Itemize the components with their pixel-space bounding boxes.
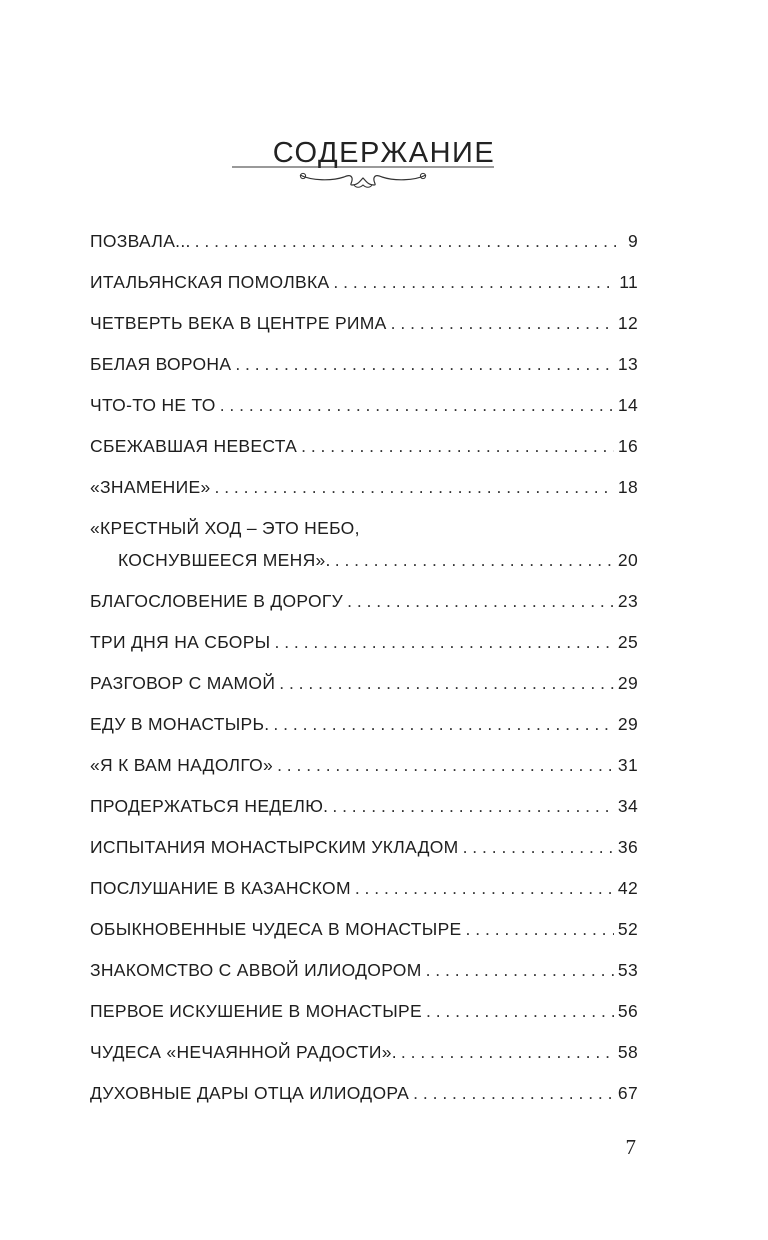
page-number: 7 <box>625 1135 636 1159</box>
toc-entry-title: ИТАЛЬЯНСКАЯ ПОМОЛВКА <box>90 272 330 292</box>
decorative-divider-ornament <box>232 164 494 192</box>
dot-leader <box>332 794 614 818</box>
dot-leader <box>391 311 614 335</box>
toc-page-number: 36 <box>617 837 638 857</box>
dot-leader <box>335 548 614 572</box>
toc-entry[interactable] <box>90 589 638 630</box>
toc-entry-title: ЧЕТВЕРТЬ ВЕКА В ЦЕНТРЕ РИМА <box>90 313 387 333</box>
toc-entry[interactable] <box>90 516 638 589</box>
toc-entry-line <box>90 917 638 958</box>
dot-leader <box>279 671 614 695</box>
toc-entry-title: ПРОДЕРЖАТЬСЯ НЕДЕЛЮ. <box>90 796 329 816</box>
toc-entry-title: «ЗНАМЕНИЕ» <box>90 477 211 497</box>
toc-entry[interactable] <box>90 434 638 475</box>
toc-page-number: 20 <box>617 550 638 570</box>
toc-entry-line <box>90 311 638 352</box>
dot-leader <box>273 712 614 736</box>
toc-page-number: 18 <box>617 477 638 497</box>
toc-page-number: 58 <box>617 1042 638 1062</box>
toc-entry-line <box>90 548 638 589</box>
dot-leader <box>301 434 614 458</box>
toc-entry-line <box>90 630 638 671</box>
toc-page-number: 52 <box>617 919 638 939</box>
toc-entry[interactable] <box>90 311 638 352</box>
toc-entry-title: «КРЕСТНЫЙ ХОД – ЭТО НЕБО, <box>90 518 360 538</box>
toc-entry[interactable] <box>90 876 638 917</box>
dot-leader <box>426 958 614 982</box>
dot-leader <box>277 753 614 777</box>
toc-page-number: 16 <box>617 436 638 456</box>
toc-entry-title: ИСПЫТАНИЯ МОНАСТЫРСКИМ УКЛАДОМ <box>90 837 459 857</box>
toc-entry[interactable] <box>90 630 638 671</box>
toc-entry[interactable] <box>90 229 638 270</box>
toc-entry-line <box>90 393 638 434</box>
toc-page-number: 13 <box>617 354 638 374</box>
toc-entry[interactable] <box>90 1081 638 1122</box>
toc-entry-title: ЧУДЕСА «НЕЧАЯННОЙ РАДОСТИ». <box>90 1042 397 1062</box>
toc-entry-line <box>90 835 638 876</box>
toc-page-number: 11 <box>619 272 638 292</box>
toc-entry-title: «Я К ВАМ НАДОЛГО» <box>90 755 274 775</box>
toc-page-number: 29 <box>617 714 638 734</box>
toc-entry-title: КОСНУВШЕЕСЯ МЕНЯ». <box>118 550 331 570</box>
dot-leader <box>413 1081 614 1105</box>
dot-leader <box>401 1040 614 1064</box>
toc-entry-title: ЧТО-ТО НЕ ТО <box>90 395 216 415</box>
toc-entry[interactable] <box>90 475 638 516</box>
toc-entry-line <box>90 589 638 630</box>
toc-entry-line <box>90 352 638 393</box>
toc-entry-title: РАЗГОВОР С МАМОЙ <box>90 673 276 693</box>
toc-entry-title: БЛАГОСЛОВЕНИЕ В ДОРОГУ <box>90 591 344 611</box>
toc-entry[interactable] <box>90 671 638 712</box>
toc-entry-line <box>90 999 638 1040</box>
toc-page-number: 56 <box>617 1001 638 1021</box>
toc-entry-line <box>90 1081 638 1122</box>
toc-entry-line <box>90 671 638 712</box>
toc-entry-title: ЕДУ В МОНАСТЫРЬ. <box>90 714 270 734</box>
dot-leader <box>220 393 614 417</box>
toc-entry[interactable] <box>90 794 638 835</box>
toc-entry-line <box>90 876 638 917</box>
toc-entry[interactable] <box>90 835 638 876</box>
toc-entry-line <box>90 794 638 835</box>
toc-page-number: 31 <box>617 755 638 775</box>
dot-leader <box>355 876 614 900</box>
toc-page-number: 29 <box>617 673 638 693</box>
toc-entry-line <box>90 712 638 753</box>
toc-entry-title: ПОЗВАЛА... <box>90 231 191 251</box>
toc-entry-title: ОБЫКНОВЕННЫЕ ЧУДЕСА В МОНАСТЫРЕ <box>90 919 462 939</box>
toc-entry-line <box>90 475 638 516</box>
toc-entry-title: ДУХОВНЫЕ ДАРЫ ОТЦА ИЛИОДОРА <box>90 1083 410 1103</box>
dot-leader <box>235 352 614 376</box>
toc-entry[interactable] <box>90 999 638 1040</box>
dot-leader <box>347 589 614 613</box>
dot-leader <box>426 999 614 1023</box>
toc-entry-title: ЗНАКОМСТВО С АВВОЙ ИЛИОДОРОМ <box>90 960 422 980</box>
toc-entry-title: СБЕЖАВШАЯ НЕВЕСТА <box>90 436 298 456</box>
toc-page-number: 53 <box>617 960 638 980</box>
toc-entry[interactable] <box>90 712 638 753</box>
toc-page-number: 67 <box>617 1083 638 1103</box>
toc-entry-title: ПЕРВОЕ ИСКУШЕНИЕ В МОНАСТЫРЕ <box>90 1001 422 1021</box>
toc-entry-line <box>90 516 638 548</box>
toc-entry[interactable] <box>90 917 638 958</box>
toc-entry-title: ПОСЛУШАНИЕ В КАЗАНСКОМ <box>90 878 351 898</box>
dot-leader <box>466 917 614 941</box>
dot-leader <box>195 229 616 253</box>
toc-page-number: 14 <box>617 395 638 415</box>
toc-entry-line <box>90 434 638 475</box>
toc-entry-line <box>90 229 638 270</box>
dot-leader <box>274 630 613 654</box>
toc-page-number: 12 <box>617 313 638 333</box>
toc-entry[interactable] <box>90 958 638 999</box>
toc-entry-line <box>90 270 638 311</box>
dot-leader <box>333 270 615 294</box>
toc-page-number: 9 <box>627 231 638 251</box>
toc-entry-line <box>90 1040 638 1081</box>
dot-leader <box>214 475 613 499</box>
toc-page-number: 25 <box>617 632 638 652</box>
page-title: СОДЕРЖАНИЕ <box>272 137 496 170</box>
toc-entry[interactable] <box>90 393 638 434</box>
toc-entry-title: ТРИ ДНЯ НА СБОРЫ <box>90 632 271 652</box>
toc-entry-line <box>90 753 638 794</box>
toc-entry[interactable] <box>90 1040 638 1081</box>
table-of-contents <box>90 229 638 1122</box>
toc-page-number: 23 <box>617 591 638 611</box>
toc-entry-line <box>90 958 638 999</box>
toc-entry[interactable] <box>90 352 638 393</box>
dot-leader <box>463 835 614 859</box>
toc-page-number: 42 <box>617 878 638 898</box>
toc-entry-title: БЕЛАЯ ВОРОНА <box>90 354 232 374</box>
toc-page-number: 34 <box>617 796 638 816</box>
toc-entry[interactable] <box>90 753 638 794</box>
toc-entry[interactable] <box>90 270 638 311</box>
